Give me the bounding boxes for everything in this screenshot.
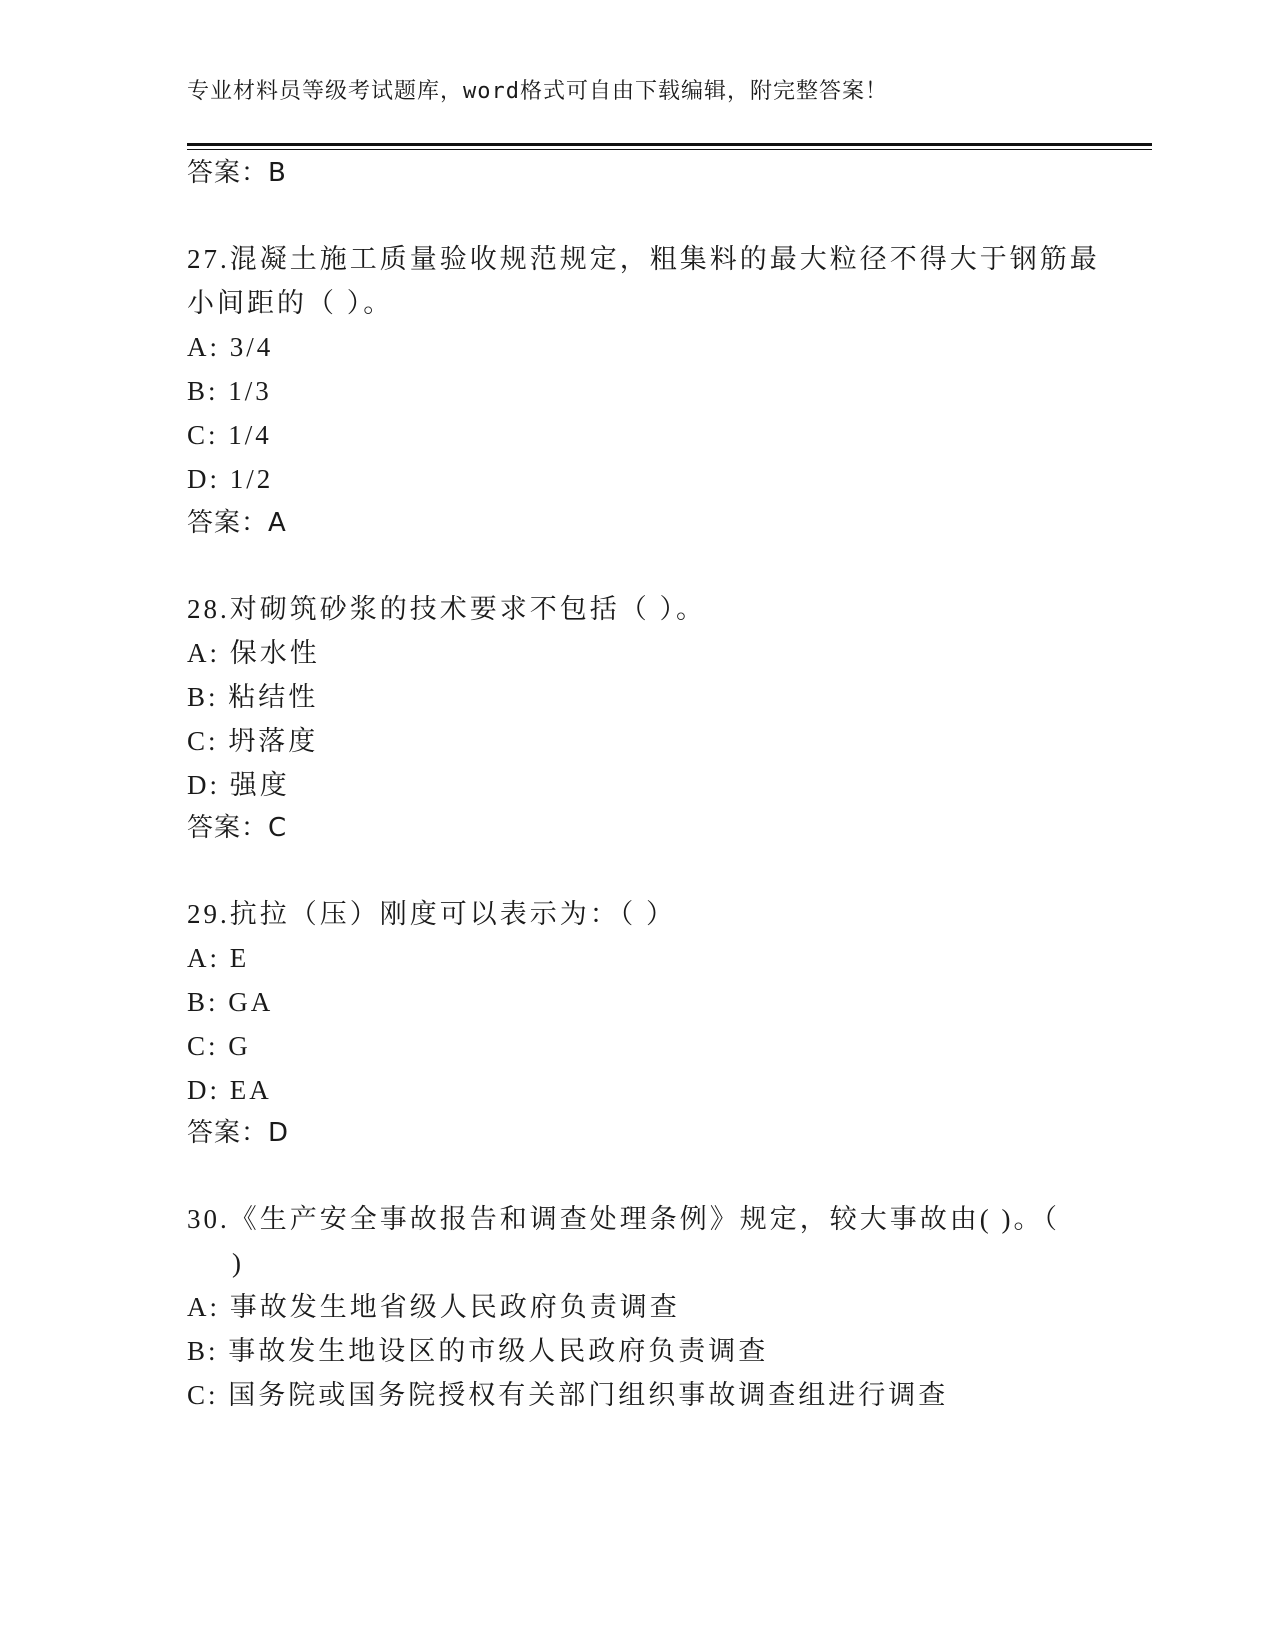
option-c: C: 国务院或国务院授权有关部门组织事故调查组进行调查 [187, 1380, 949, 1410]
question-stem: 27.混凝土施工质量验收规范规定，粗集料的最大粒径不得大于钢筋最 [187, 244, 1100, 274]
answer-line: 答案：D [187, 1118, 290, 1148]
question-stem: 小间距的（ ）。 [187, 288, 394, 318]
option-d: D: EA [187, 1075, 272, 1105]
option-c: C: 坍落度 [187, 726, 319, 756]
option-a: A: 事故发生地省级人民政府负责调查 [187, 1292, 680, 1322]
option-a: A: 保水性 [187, 638, 320, 668]
option-b: B: 1/3 [187, 376, 272, 406]
header-divider-thick [187, 143, 1152, 146]
option-d: D: 1/2 [187, 464, 274, 494]
page-header: 专业材料员等级考试题库，word格式可自由下载编辑，附完整答案！ [187, 79, 888, 104]
option-d: D: 强度 [187, 770, 290, 800]
question-stem: 28.对砌筑砂浆的技术要求不包括（ ）。 [187, 594, 706, 624]
answer-line: 答案：A [187, 508, 287, 538]
option-b: B: 粘结性 [187, 682, 319, 712]
option-a: A: 3/4 [187, 332, 274, 362]
header-divider-thin [187, 149, 1152, 150]
option-b: B: GA [187, 987, 274, 1017]
option-a: A: E [187, 943, 250, 973]
question-stem: ) [232, 1248, 244, 1278]
option-c: C: G [187, 1031, 251, 1061]
question-stem: 29.抗拉（压）刚度可以表示为：（ ） [187, 899, 676, 929]
option-c: C: 1/4 [187, 420, 272, 450]
question-stem: 30.《生产安全事故报告和调查处理条例》规定，较大事故由( )。（ [187, 1204, 1060, 1234]
option-b: B: 事故发生地设区的市级人民政府负责调查 [187, 1336, 769, 1366]
answer-line: 答案：B [187, 158, 287, 188]
answer-line: 答案：C [187, 813, 288, 843]
